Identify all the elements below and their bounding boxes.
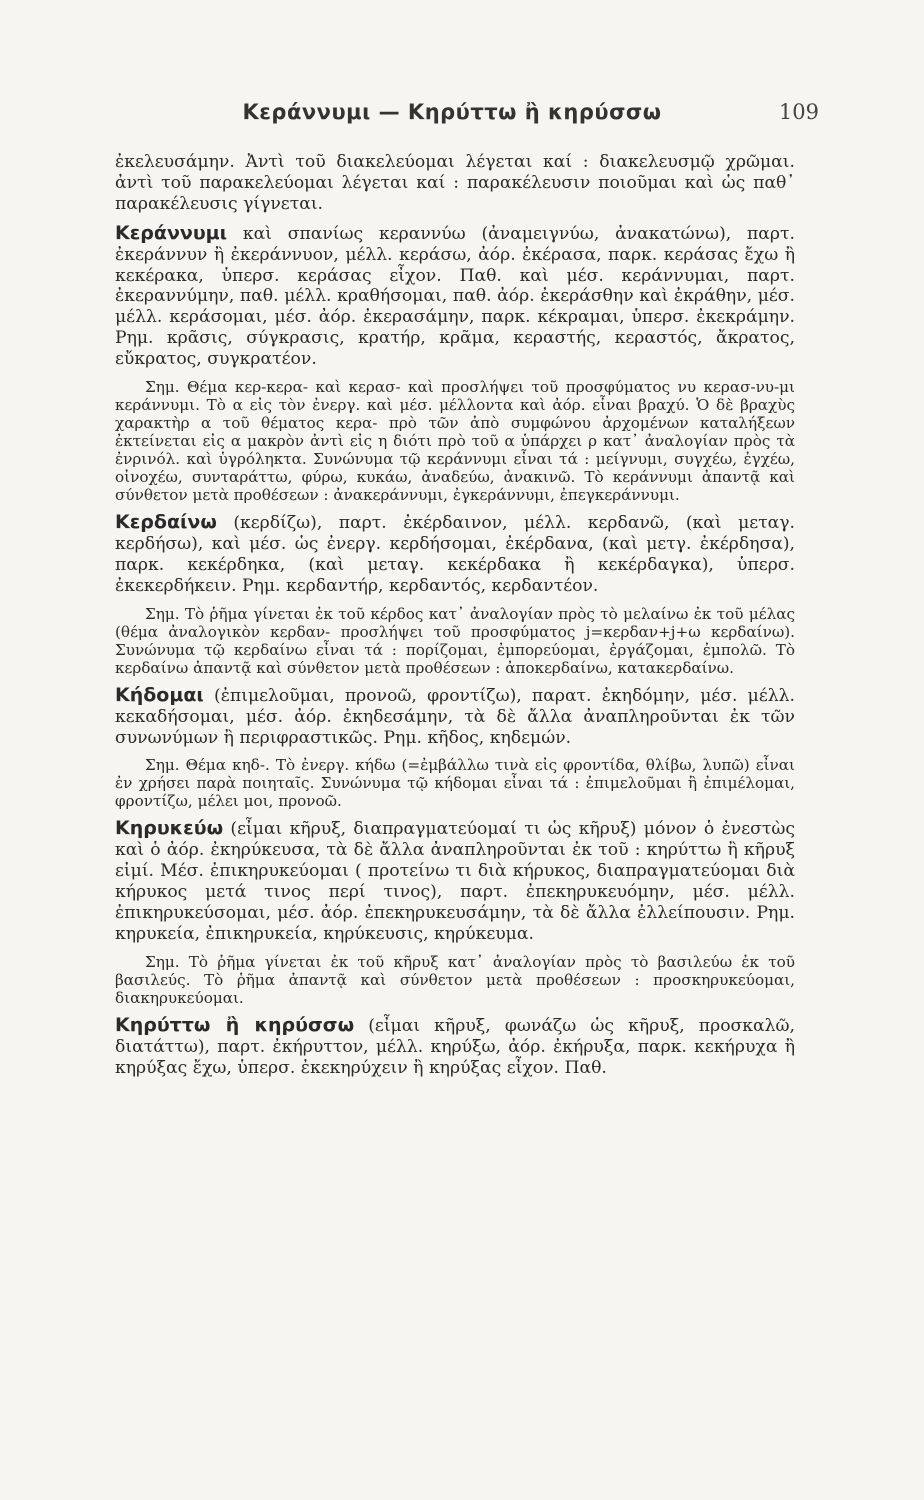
entry-body: καὶ σπανίως κεραννύω (ἀναμειγνύω, ἀνακατώνω), παρτ. ἐκεράννυν ἢ ἐκεράννυον, μέλλ. κεράσω, ἀόρ. ἐκέρασα, παρκ. κεράσας ἔχω ἢ κεκέρακα, ὑπερσ. κεράσας εἶχον. Παθ. καὶ μέσ. κεράννυμαι, παρτ. ἐκεραννύμην, παθ. μέλλ. κραθήσομαι, παθ. ἀόρ. ἐκεράσθην καὶ ἐκράθην, μέσ. μέλλ. κεράσομαι, μέσ. ἀόρ. ἐκερασάμην, παρκ. κέκραμαι, ὑπερσ. ἐκεκράμην. Ρημ. κρᾶσις, σύγκρασις, κρατήρ, κρᾶμα, κεραστής, κεραστός, ἄκρατος, εὔκρατος, συγκρατέον.: [115, 223, 795, 370]
running-title: Κεράννυμι — Κηρύττω ἢ κηρύσσω: [242, 100, 662, 124]
entry-body: (εἶμαι κῆρυξ, φωνάζω ὡς κῆρυξ, προσκαλῶ, διατάττω), παρτ. ἐκήρυττον, μέλλ. κηρύξω, ἀόρ. ἐκήρυξα, παρκ. κεκήρυχα ἢ κηρύξας ἔχω, ὑπερσ. ἐκεκηρύχειν ἢ κηρύξας εἶχον. Παθ.: [115, 1015, 795, 1078]
headword: Κήδομαι: [115, 683, 204, 706]
entry-text: [115, 223, 795, 370]
entry-keranymi: [115, 223, 795, 370]
entry-text: [115, 1015, 795, 1079]
entry-body: (κερδίζω), παρτ. ἐκέρδαινον, μέλλ. κερδανῶ, (καὶ μεταγ. κερδήσω), καὶ μέσ. ὡς ἐνεργ. κερδήσομαι, ἐκέρδανα, (καὶ μετγ. ἐκέρδησα), παρκ. κεκέρδηκα, (καὶ μεταγ. κεκέρδακα ἢ κεκέρδαγκα), ὑπερσ. ἐκεκερδήκειν. Ρημ. κερδαντήρ, κερδαντός, κερδαντέον.: [115, 513, 795, 596]
headword: Κερδαίνω: [115, 511, 217, 534]
entry-text: [115, 512, 795, 597]
entry-kerytto: [115, 1015, 795, 1079]
continuation-text: ἐκελευσάμην. Ἀντὶ τοῦ διακελεύομαι λέγεται καί : διακελευσμῷ χρῶμαι. ἀντὶ τοῦ παρακελεύομαι λέγεται καί : παρακέλευσιν ποιοῦμαι καὶ ὡς παθ᾽ παρακέλευσις γίγνεται.: [115, 152, 795, 214]
entry-note: Σημ. Θέμα κερ-κερα- καὶ κερασ- καὶ προσλήψει τοῦ προσφύματος νυ κερασ-νυ-μι κεράννυμι. Τὸ α εἰς τὸν ἐνεργ. καὶ μέσ. μέλλοντα καὶ ἀόρ. εἶναι βραχύ. Ὁ δὲ βραχὺς χαρακτὴρ α τοῦ θέματος κερα- πρὸ τῶν ἀπὸ συμφώνου ἀρχομένων καταλήξεων ἐκτείνεται εἰς α μακρὸν ἀντὶ εἰς η διότι πρὸ τοῦ α ὑπάρχει ρ κατ᾽ ἀναλογίαν πρὸς τὰ ἐνρινόλ. καὶ ὑγρόληκτα. Συνώνυμα τῷ κεράννυμι εἶναι τά : μείγνυμι, συγχέω, ἐγχέω, οἰνοχέω, συνταράττω, φύρω, κυκάω, ἀναδεύω, ἀνακινῶ. Τὸ κεράννυμι ἀπαντᾷ καὶ σύνθετον μετὰ προθέσεων : ἀνακεράννυμι, ἐγκεράννυμι, ἐπεγκεράννυμι.: [115, 378, 795, 505]
headword: Κεράννυμι: [115, 221, 228, 244]
entry-kerdaino: [115, 512, 795, 597]
page-number: 109: [778, 100, 819, 124]
entry-note: Σημ. Θέμα κηδ-. Τὸ ἐνεργ. κήδω (=ἐμβάλλω τινὰ εἰς φροντίδα, θλίβω, λυπῶ) εἶναι ἐν χρήσει παρὰ ποιηταῖς. Συνώνυμα τῷ κήδομαι εἶναι τά : ἐπιμελοῦμαι ἢ ἐπιμέλομαι, φροντίζω, μέλει μοι, προνοῶ.: [115, 756, 795, 811]
page-body: [115, 152, 795, 1087]
entry-note: Σημ. Τὸ ῥῆμα γίνεται ἐκ τοῦ κῆρυξ κατ᾽ ἀναλογίαν πρὸς τὸ βασιλεύω ἐκ τοῦ βασιλεύς. Τὸ ῥῆμα ἀπαντᾷ καὶ σύνθετον μετὰ προθέσεων : προσκηρυκεύομαι, διακηρυκεύομαι.: [115, 952, 795, 1007]
entry-kedomai: [115, 685, 795, 749]
entry-kerykeuo: [115, 818, 795, 944]
headword: Κηρυκεύω: [115, 817, 224, 840]
entry-text: [115, 818, 795, 944]
entry-body: (ἐπιμελοῦμαι, προνοῶ, φροντίζω), παρατ. ἐκηδόμην, μέσ. μέλλ. κεκαδήσομαι, μέσ. ἀόρ. ἐκηδεσάμην, τὰ δὲ ἄλλα ἀναπληροῦνται ἐκ τῶν συνωνύμων ἢ περιφραστικῶς. Ρημ. κῆδος, κηδεμών.: [115, 685, 795, 748]
headword: Κηρύττω ἢ κηρύσσω: [115, 1013, 355, 1036]
continuation-block: [115, 152, 795, 215]
entry-note: Σημ. Τὸ ῥῆμα γίνεται ἐκ τοῦ κέρδος κατ᾽ ἀναλογίαν πρὸς τὸ μελαίνω ἐκ τοῦ μέλας (θέμα ἀναλογικὸν κερδαν- προσλήψει τοῦ προσφύματος j=κερδαν+j+ω κερδαίνω). Συνώνυμα τῷ κερδαίνω εἶναι τά : πορίζομαι, ἐμπορεύομαι, ἐργάζομαι, ἐμπολῶ. Τὸ κερδαίνω ἀπαντᾷ καὶ σύνθετον μετὰ προθέσεων : ἀποκερδαίνω, κατακερδαίνω.: [115, 604, 795, 677]
page-header: [112, 100, 819, 134]
entry-text: [115, 685, 795, 749]
entry-body: (εἶμαι κῆρυξ, διαπραγματεύομαί τι ὡς κῆρυξ) μόνον ὁ ἐνεστὼς καὶ ὁ ἀόρ. ἐκηρύκευσα, τὰ δὲ ἄλλα ἀναπληροῦνται ἐκ τοῦ : κηρύττω ἢ κῆρυξ εἰμί. Μέσ. ἐπικηρυκεύομαι ( προτείνω τι διὰ κήρυκος, διαπραγματεύομαι διὰ κήρυκος μετά τινος περί τινος), παρτ. ἐπεκηρυκευόμην, μέσ. μέλλ. ἐπικηρυκεύσομαι, μέσ. ἀόρ. ἐπεκηρυκευσάμην, τὰ δὲ ἄλλα ἐλλείπουσιν. Ρημ. κηρυκεία, ἐπικηρυκεία, κηρύκευσις, κηρύκευμα.: [115, 819, 795, 944]
